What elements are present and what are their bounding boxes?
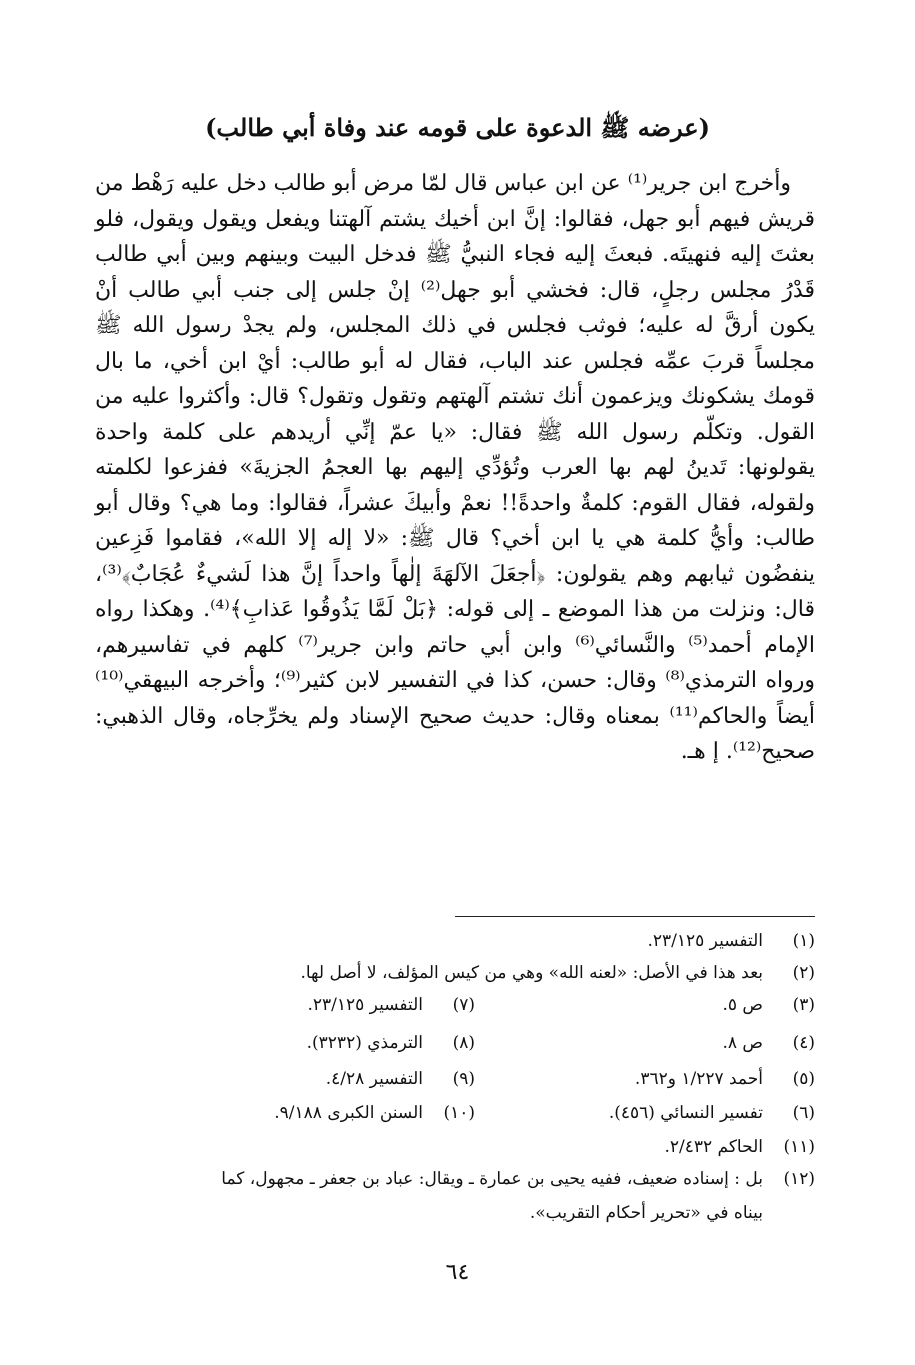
footnote-row-4-8 [95,1030,815,1056]
footnote-8 [135,1030,475,1056]
footnote-number: (٧) [452,995,475,1015]
footnote-5 [475,1066,815,1092]
footnote-6 [475,1100,815,1126]
footnote-number: (٩) [452,1069,475,1089]
footnote-text: السنن الكبرى ٩/١٨٨. [274,1103,423,1123]
body-text [95,166,815,770]
footnote-text: التفسير ٢٣/١٢٥. [647,931,763,951]
footnote-row-3-7 [95,992,815,1018]
footnote-3 [475,992,815,1018]
body-paragraph: وأخرج ابن جرير⁽¹⁾ عن ابن عباس قال لمّا مرض أبو طالب دخل عليه رَهْط من قريش فيهم أبو جهل، فقالوا: إنَّ ابن أخيك يشتم آلهتنا ويفعل ويقول ويقول، فلو بعثتَ إليه فنهيتَه. فبعثَ إليه فجاء النبيُّ ﷺ فدخل البيت وبينهم وبين أبي طالب قَدْرُ مجلس رجلٍ، قال: فخشي أبو جهل⁽²⁾ إنْ جلس إلى جنب أبي طالب أنْ يكون أرقَّ له عليه؛ فوثب فجلس في ذلك المجلس، ولم يجدْ رسول الله ﷺ مجلساً قربَ عمِّه فجلس عند الباب، فقال له أبو طالب: أيْ ابن أخي، ما بال قومك يشكونك ويزعمون أنك تشتم آلهتهم وتقول وتقول؟ قال: وأكثروا عليه من القول. وتكلّم رسول الله ﷺ فقال: «يا عمّ إنِّي أريدهم على كلمة واحدة يقولونها: تَدينُ لهم بها العرب وتُؤدِّي إليهم بها العجمُ الجزيةَ» ففزعوا لكلمته ولقوله، فقال القوم: كلمةٌ واحدةً!! نعمْ وأبيكَ عشراً، فقالوا: وما هي؟ وقال أبو طالب: وأيُّ كلمة هي يا ابن أخي؟ قال ﷺ: «لا إله إلا الله»، فقاموا فَزِعين ينفضُون ثيابهم وهم يقولون: ﴿أجعَلَ الآلهَةَ إلٰهاً واحداً إنَّ هذا لَشيءٌ عُجَابٌ﴾⁽³⁾، قال: ونزلت من هذا الموضع ـ إلى قوله: ﴿بَلْ لَمَّا يَذُوقُوا عَذابِ﴾⁽⁴⁾. وهكذا رواه الإمام أحمد⁽⁵⁾ والنَّسائي⁽⁶⁾ وابن أبي حاتم وابن جرير⁽⁷⁾ كلهم في تفاسيرهم، ورواه الترمذي⁽⁸⁾ وقال: حسن، كذا في التفسير لابن كثير⁽⁹⁾؛ وأخرجه البيهقي⁽¹⁰⁾ أيضاً والحاكم⁽¹¹⁾ بمعناه وقال: حديث صحيح الإسناد ولم يخرِّجاه، وقال الذهبي: صحيح⁽¹²⁾. إ هـ. [95,171,815,764]
footnote-text: ص ٥. [722,995,763,1015]
footnote-number: (١٠) [443,1103,475,1123]
footnote-text: بيناه في «تحرير أحكام التقريب». [529,1203,763,1223]
footnote-text: بل : إسناده ضعيف، ففيه يحيى بن عمارة ـ ويقال: عباد بن جعفر ـ مجهول، كما [221,1169,763,1189]
footnote-7 [135,992,475,1018]
footnote-12-continuation [63,1200,815,1226]
section-title: (عرضه ﷺ الدعوة على قومه عند وفاة أبي طالب) [205,113,710,142]
footnote-number: (١٢) [783,1169,815,1189]
footnote-text: أحمد ١/٢٢٧ و٣٦٢. [634,1069,763,1089]
footnote-row-5-9 [95,1066,815,1092]
footnote-text: الحاكم ٢/٤٣٢. [664,1137,763,1157]
footnote-4 [475,1030,815,1056]
footnote-row-6-10 [95,1100,815,1126]
footnote-number: (٢) [792,963,815,983]
footnote-1 [115,928,815,954]
footnote-number: (٨) [452,1033,475,1053]
footnote-number: (١١) [783,1137,815,1157]
footnote-text: التفسير ٤/٢٨. [325,1069,423,1089]
footnote-9 [135,1066,475,1092]
footnote-text: بعد هذا في الأصل: «لعنه الله» وهي من كيس المؤلف، لا أصل لها. [300,963,763,983]
footnote-10 [135,1100,475,1126]
footnote-text: ص ٨. [722,1033,763,1053]
footnote-text: التفسير ٢٣/١٢٥. [307,995,423,1015]
page-number: ٦٤ [445,1260,470,1285]
footnote-divider [455,916,815,917]
footnote-text: الترمذي (٣٢٣٢). [306,1033,423,1053]
footnote-11 [115,1134,815,1160]
footnote-number: (٣) [792,995,815,1015]
footnote-text: تفسير النسائي (٤٥٦). [608,1103,763,1123]
footnote-number: (٤) [792,1033,815,1053]
footnote-number: (٦) [792,1103,815,1123]
footnote-2 [115,960,815,986]
footnote-12 [115,1166,815,1192]
footnote-number: (٥) [792,1069,815,1089]
footnote-number: (١) [792,931,815,951]
